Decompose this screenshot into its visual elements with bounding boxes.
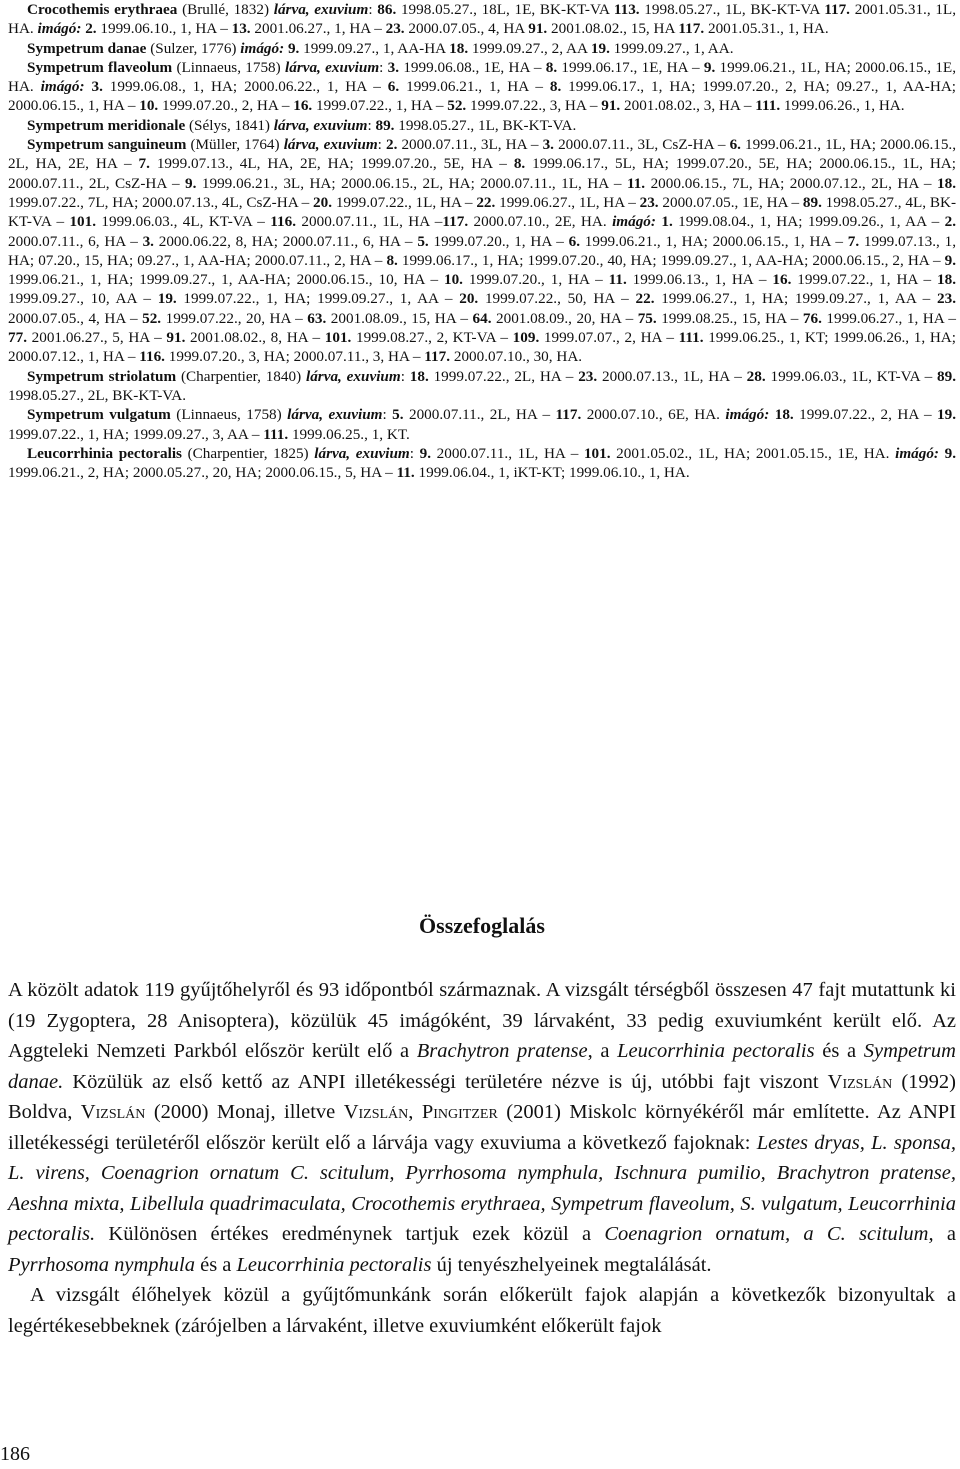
text-run: (Müller, 1764) — [186, 136, 284, 154]
text-run: 1999.07.22., 1L, HA – — [332, 193, 477, 211]
site-number: 91. — [166, 329, 186, 347]
author-smallcaps: Vizslán — [343, 1101, 409, 1123]
text-run: 2000.07.05., 1E, HA – — [658, 193, 803, 211]
text-run: 2000.07.10., 2E, HA. — [468, 213, 613, 231]
text-run: és a — [814, 1040, 864, 1062]
summary-section — [8, 975, 956, 1341]
site-number: 23. — [385, 20, 405, 38]
author-smallcaps: Pingitzer — [421, 1101, 498, 1123]
text-run: 1999.06.08., 1, HA; 2000.06.22., 1, HA – — [102, 78, 388, 96]
stage-label: lárva, exuvium — [273, 116, 368, 134]
text-run: 2001.08.02., 3, HA – — [620, 97, 756, 115]
text-run: A közölt adatok 119 gyűjtőhelyről és 93 időpontból származnak. A vizsgált térségből összesen 47 fajt mutattunk ki (19 Zygoptera, 28 Anisoptera), közülük 45 imágóként, 39 lárvaként, 33 pedig exuviumként került elő. Az Aggteleki Nemzeti Parkból először került elő a — [8, 979, 956, 1062]
taxon-italic: Pyrrhosoma nymphula — [8, 1253, 195, 1276]
species-record — [8, 444, 956, 483]
site-number: 23. — [937, 290, 956, 308]
text-run: 2001.05.02., 1L, HA; 2001.05.15., 1E, HA. — [610, 444, 896, 462]
species-record — [8, 116, 956, 135]
site-number: 109. — [512, 329, 540, 347]
text-run: 1999.06.17., 1E, HA – — [557, 58, 704, 76]
text-run: 1999.06.25., 1, KT; 1999.06.26., 1, HA; 2000.07.12., 1, HA – — [8, 329, 956, 366]
site-number: 75. — [637, 309, 657, 327]
text-run: : — [409, 444, 420, 462]
site-number: 2. — [944, 213, 957, 231]
text-run: 2000.07.13., 1L, HA – — [597, 367, 747, 385]
stage-label: lárva, exuvium — [305, 367, 401, 385]
text-run: 1999.07.22., 1, HA; 1999.09.27., 1, AA – — [176, 290, 460, 308]
species-name: Sympetrum sanguineum — [27, 136, 187, 154]
text-run: 1999.06.17., 1, HA; 1999.07.20., 40, HA; 1999.09.27., 1, AA-HA; 2000.06.15., 2, HA – — [397, 251, 945, 269]
text-run: 1999.09.27., 10, AA – — [8, 290, 158, 308]
stage-label: imágó: — [612, 213, 656, 231]
site-number: 11. — [396, 464, 415, 482]
species-record — [8, 58, 956, 116]
site-number: 19. — [937, 406, 956, 424]
site-number: 117. — [424, 348, 451, 366]
text-run: 1999.08.27., 2, KT-VA – — [351, 329, 513, 347]
site-number: 91. — [528, 20, 548, 38]
site-number: 16. — [293, 97, 313, 115]
site-number: 18. — [937, 271, 956, 289]
site-number: 9. — [185, 174, 197, 192]
text-run: 1999.06.03., 4L, KT-VA – — [96, 213, 271, 231]
site-number: 111. — [263, 425, 289, 443]
site-number: 19. — [590, 39, 610, 57]
site-number: 89. — [375, 116, 395, 134]
site-number: 3. — [542, 136, 554, 154]
site-number: 101. — [69, 213, 97, 231]
site-number: 3. — [142, 232, 154, 250]
text-run: 1999.06.27., 1, HA; 1999.09.27., 1, AA – — [654, 290, 938, 308]
site-number: 64. — [472, 309, 492, 327]
species-name: Sympetrum flaveolum — [27, 58, 173, 76]
taxon-italic: Brachytron pratense — [416, 1040, 588, 1062]
text-run: (Sulzer, 1776) — [146, 39, 241, 57]
text-run: (Linnaeus, 1758) — [172, 58, 285, 76]
taxon-italic: Lestes dryas, L. sponsa, L. virens, Coenagrion ornatum C. scitulum, Pyrrhosoma nymphula, Ischnura pumilio, Brachytron pratense, Aeshna mixta, Libellula quadrimaculata, Crocothemis erythraea, Sympetrum flaveolum, S. vulgatum, Leucorrhinia pectoralis. — [8, 1131, 956, 1245]
site-number: 10. — [139, 97, 159, 115]
stage-label: lárva, exuvium — [285, 58, 380, 76]
text-run: 1999.07.20., 2, HA – — [158, 97, 294, 115]
text-run: 1999.09.27., 1, AA-HA — [299, 39, 450, 57]
text-run: 1999.06.21., 1L, HA; 2000.06.15., 2L, HA, 2E, HA – — [8, 136, 957, 173]
site-number: 18. — [409, 367, 429, 385]
site-number: 23. — [639, 193, 659, 211]
site-number: 101. — [324, 329, 352, 347]
text-run: : — [400, 367, 410, 385]
site-number: 117. — [555, 406, 582, 424]
site-number: 13. — [231, 20, 251, 38]
text-run: 1999.07.22., 2, HA – — [793, 406, 937, 424]
species-name: Sympetrum meridionale — [27, 116, 186, 134]
species-record — [8, 0, 956, 39]
text-run: 1999.06.21., 1, HA – — [399, 78, 550, 96]
site-number: 7. — [138, 155, 150, 173]
site-number: 5. — [417, 232, 429, 250]
text-run: , a — [587, 1040, 618, 1062]
text-run: 2001.08.09., 20, HA – — [491, 309, 638, 327]
site-number: 9. — [287, 39, 300, 57]
text-run: 1999.06.04., 1, iKT-KT; 1999.06.10., 1, HA. — [414, 464, 690, 482]
site-number: 117. — [678, 20, 705, 38]
text-run: a — [933, 1223, 956, 1245]
taxon-italic: Sympetrum danae. — [8, 1040, 956, 1093]
text-run: 1999.06.27., 1L, HA – — [495, 193, 640, 211]
site-number: 2. — [85, 20, 97, 38]
text-run: 1999.06.27., 1, HA – — [821, 309, 956, 327]
site-number: 116. — [270, 213, 297, 231]
text-run: (2000) Monaj, illetve — [145, 1101, 344, 1123]
site-number: 18. — [937, 174, 956, 192]
site-number: 3. — [91, 78, 103, 96]
text-run: 1999.08.04., 1, HA; 1999.09.26., 1, AA – — [672, 213, 945, 231]
species-name: Crocothemis erythraea — [27, 1, 178, 18]
site-number: 8. — [545, 58, 558, 76]
stage-label: lárva, exuvium — [287, 406, 383, 424]
site-number: 52. — [447, 97, 467, 115]
species-record — [8, 367, 956, 406]
site-number: 111. — [678, 329, 704, 347]
site-number: 6. — [568, 232, 580, 250]
text-run: A vizsgált élőhelyek közül a gyűjtőmunkánk során előkerült fajok alapján a következők bizonyultak a legértékesebbeknek (zárójelben a lárvaként, illetve exuviumként előkerült fajok — [8, 1284, 956, 1337]
text-run: 1999.06.21., 3L, HA; 2000.06.15., 2L, HA; 2000.07.11., 1L, HA – — [196, 174, 627, 192]
text-run: 2001.05.31., 1L, HA. — [8, 1, 957, 38]
text-run: 2000.07.10., 30, HA. — [450, 348, 583, 366]
text-run: 1999.06.21., 2, HA; 2000.05.27., 20, HA; 2000.06.15., 5, HA – — [8, 464, 397, 482]
text-run: 1999.07.22., 50, HA – — [478, 290, 636, 308]
site-number: 8. — [549, 78, 562, 96]
site-number: 117. — [824, 1, 850, 18]
stage-label: imágó: — [40, 78, 85, 96]
author-smallcaps: Vizslán — [827, 1070, 893, 1093]
text-run: 1999.07.20., 1, HA – — [462, 271, 609, 289]
site-number: 10. — [443, 271, 463, 289]
stage-label: imágó: — [895, 444, 939, 462]
text-run: 2000.07.11., 1L, HA – — [431, 444, 584, 462]
text-run: 1999.07.13., 1, HA; 07.20., 15, HA; 09.27., 1, AA-HA; 2000.07.11., 2, HA – — [8, 232, 956, 269]
text-run: 1999.06.13., 1, HA – — [626, 271, 773, 289]
species-record — [8, 135, 956, 367]
site-number: 117. — [442, 213, 469, 231]
text-run: 1998.05.27., 4L, BK-KT-VA – — [8, 193, 957, 231]
text-run: (Charpentier, 1840) — [176, 367, 306, 385]
site-number: 11. — [626, 174, 646, 192]
text-run: 2000.07.11., 3L, CsZ-HA – — [553, 136, 730, 154]
site-number: 9. — [944, 444, 956, 462]
site-number: 91. — [601, 97, 621, 115]
species-name: Sympetrum vulgatum — [27, 406, 171, 424]
site-number: 9. — [944, 251, 957, 269]
text-run: (2001) Miskolc környékéről már említette. Az ANPI illetékességi területéről először került elő a lárvája vagy exuviuma a következő fajoknak: — [8, 1101, 957, 1154]
summary-paragraph — [8, 975, 956, 1280]
stage-label: lárva, exuvium — [273, 1, 369, 18]
site-number: 23. — [578, 367, 598, 385]
site-number: 8. — [513, 155, 526, 173]
site-number: 22. — [635, 290, 655, 308]
text-run: 2001.05.31., 1, HA. — [704, 20, 829, 38]
text-run: és a — [194, 1253, 237, 1276]
site-number: 86. — [377, 1, 397, 18]
site-number: 89. — [937, 367, 957, 385]
site-number: 9. — [419, 444, 431, 462]
text-run: 1999.07.13., 4L, HA, 2E, HA; 1999.07.20., 5E, HA – — [149, 155, 514, 173]
author-smallcaps: Vizslán — [80, 1101, 146, 1123]
text-run: 1999.06.25., 1, KT. — [288, 425, 410, 443]
text-run: 2000.06.22, 8, HA; 2000.07.11., 6, HA – — [153, 232, 418, 250]
site-number: 9. — [703, 58, 716, 76]
site-number: 20. — [313, 193, 333, 211]
text-run: : — [377, 136, 386, 154]
site-number: 6. — [387, 78, 400, 96]
species-record — [8, 405, 956, 444]
site-number: 89. — [802, 193, 822, 211]
taxon-italic: Leucorrhinia pectoralis — [617, 1040, 815, 1062]
site-number: 28. — [746, 367, 766, 385]
text-run: 1999.09.27., 2, AA — [468, 39, 591, 57]
species-name: Leucorrhinia pectoralis — [27, 444, 182, 462]
site-number: 6. — [729, 136, 741, 154]
text-run: 1999.06.26., 1, HA. — [780, 97, 905, 115]
text-run: 1999.06.03., 1L, KT-VA – — [765, 367, 938, 385]
text-run: 1999.06.17., 1, HA; 1999.07.20., 2, HA; 09.27., 1, AA-HA; 2000.06.15., 1, HA – — [8, 78, 957, 115]
text-run: 1999.07.22., 1, HA – — [791, 271, 938, 289]
text-run: 1999.06.10., 1, HA – — [96, 20, 232, 38]
site-number: 18. — [774, 406, 794, 424]
site-number: 3. — [387, 58, 400, 76]
text-run: 2001.06.27., 5, HA – — [26, 329, 167, 347]
site-number: 111. — [755, 97, 781, 115]
stage-label: imágó: — [725, 406, 770, 424]
site-number: 16. — [772, 271, 792, 289]
site-number: 18. — [449, 39, 469, 57]
site-number: 76. — [802, 309, 822, 327]
site-number: 1. — [661, 213, 673, 231]
summary-paragraph — [8, 1280, 956, 1341]
text-run: 1998.05.27., 1L, BK-KT-VA. — [394, 116, 577, 134]
text-run: 1999.07.20., 3, HA; 2000.07.11., 3, HA – — [164, 348, 425, 366]
site-number: 19. — [157, 290, 177, 308]
text-run: 2000.07.05., 4, HA — [404, 20, 529, 38]
text-run: 2000.07.11., 6, HA – — [8, 232, 143, 250]
site-number: 7. — [847, 232, 860, 250]
text-run: 1998.05.27., 1L, BK-KT-VA — [639, 1, 825, 18]
text-run: Közülük az első kettő az ANPI illetékességi területére nézve is új, utóbbi fajt viszont — [63, 1070, 828, 1093]
site-number: 2. — [385, 136, 398, 154]
site-number: 77. — [8, 329, 27, 347]
taxon-italic: Coenagrion ornatum, a C. scitulum, — [604, 1223, 934, 1245]
text-run: 2001.08.09., 15, HA – — [326, 309, 473, 327]
stage-label: lárva, exuvium — [314, 444, 410, 462]
text-run: Különösen értékes eredménynek tartjuk ezek közül a — [95, 1223, 605, 1245]
page-number: 186 — [0, 1443, 30, 1465]
text-run: (1992) Boldva, — [8, 1070, 956, 1123]
text-run: : — [382, 406, 393, 424]
text-run: 1999.07.22., 2L, HA – — [428, 367, 579, 385]
site-number: 52. — [142, 309, 162, 327]
text-run: 1999.06.21., 1L, HA; 2000.06.15., 1E, HA. — [8, 58, 957, 96]
text-run: : — [379, 58, 388, 76]
site-number: 101. — [583, 444, 611, 462]
text-run: 1999.09.27., 1, AA. — [609, 39, 734, 57]
stage-label: lárva, exuvium — [283, 136, 378, 154]
text-run: 2000.07.11., 1L, HA – — [296, 213, 443, 231]
text-run: 2000.07.10., 6E, HA. — [581, 406, 726, 424]
text-run: : — [367, 116, 376, 134]
site-number: 116. — [139, 348, 165, 366]
text-run: 2001.06.27., 1, HA – — [250, 20, 386, 38]
species-name: Sympetrum danae — [27, 39, 147, 57]
taxon-italic: Leucorrhinia pectoralis — [236, 1253, 432, 1276]
site-number: 22. — [476, 193, 496, 211]
site-number: 63. — [307, 309, 327, 327]
text-run: 1999.07.22., 3, HA – — [466, 97, 602, 115]
text-run: 2000.07.05., 4, HA – — [8, 309, 143, 327]
species-name: Sympetrum striolatum — [27, 367, 177, 385]
site-number: 113. — [613, 1, 640, 18]
text-run: 1998.05.27., 18L, 1E, BK-KT-VA — [396, 1, 614, 18]
text-run: 1999.06.21., 1, HA; 2000.06.15., 1, HA – — [580, 232, 848, 250]
site-number: 20. — [459, 290, 479, 308]
text-run: 2000.06.15., 7L, HA; 2000.07.12., 2L, HA – — [645, 174, 938, 192]
text-run: új tenyészhelyeinek megtalálását. — [431, 1253, 712, 1276]
stage-label: imágó: — [240, 39, 285, 57]
site-number: 5. — [392, 406, 404, 424]
section-heading: Összefoglalás — [419, 913, 545, 938]
text-run: 1998.05.27., 2L, BK-KT-VA. — [8, 386, 187, 404]
text-run: 2001.08.02., 8, HA – — [185, 329, 325, 347]
site-number: 11. — [608, 271, 627, 289]
species-records — [8, 0, 956, 482]
text-run: 1999.06.08., 1E, HA – — [399, 58, 546, 76]
text-run: 2000.07.11., 2L, HA – — [403, 406, 556, 424]
text-run: 1999.07.22., 20, HA – — [161, 309, 308, 327]
text-run: (Charpentier, 1825) — [181, 444, 315, 462]
text-run: 1999.07.22., 1, HA; 1999.09.27., 3, AA – — [8, 425, 264, 443]
text-run: 1999.08.25., 15, HA – — [656, 309, 803, 327]
stage-label: imágó: — [37, 20, 82, 38]
site-number: 8. — [386, 251, 398, 269]
text-run: (Brullé, 1832) — [177, 1, 274, 18]
text-run: 1999.07.22., 1, HA – — [312, 97, 448, 115]
text-run: (Linnaeus, 1758) — [170, 406, 288, 424]
text-run: : — [368, 1, 378, 18]
text-run: 1999.06.21., 1, HA; 1999.09.27., 1, AA-HA; 2000.06.15., 10, HA – — [8, 271, 444, 289]
text-run: 1999.07.22., 7L, HA; 2000.07.13., 4L, CsZ-HA – — [8, 193, 314, 211]
text-run: , — [408, 1101, 422, 1123]
document-page — [8, 0, 957, 1337]
text-run: 1999.07.07., 2, HA – — [539, 329, 679, 347]
text-run: 2001.08.02., 15, HA — [547, 20, 679, 38]
text-run: 2000.07.11., 3L, HA – — [397, 136, 543, 154]
text-run: 1999.06.17., 5L, HA; 1999.07.20., 5E, HA; 2000.06.15., 1L, HA; 2000.07.11., 2L, CsZ-HA – — [8, 155, 956, 192]
text-run: (Sélys, 1841) — [185, 116, 274, 134]
text-run: 1999.07.20., 1, HA – — [428, 232, 569, 250]
species-record — [8, 39, 956, 58]
